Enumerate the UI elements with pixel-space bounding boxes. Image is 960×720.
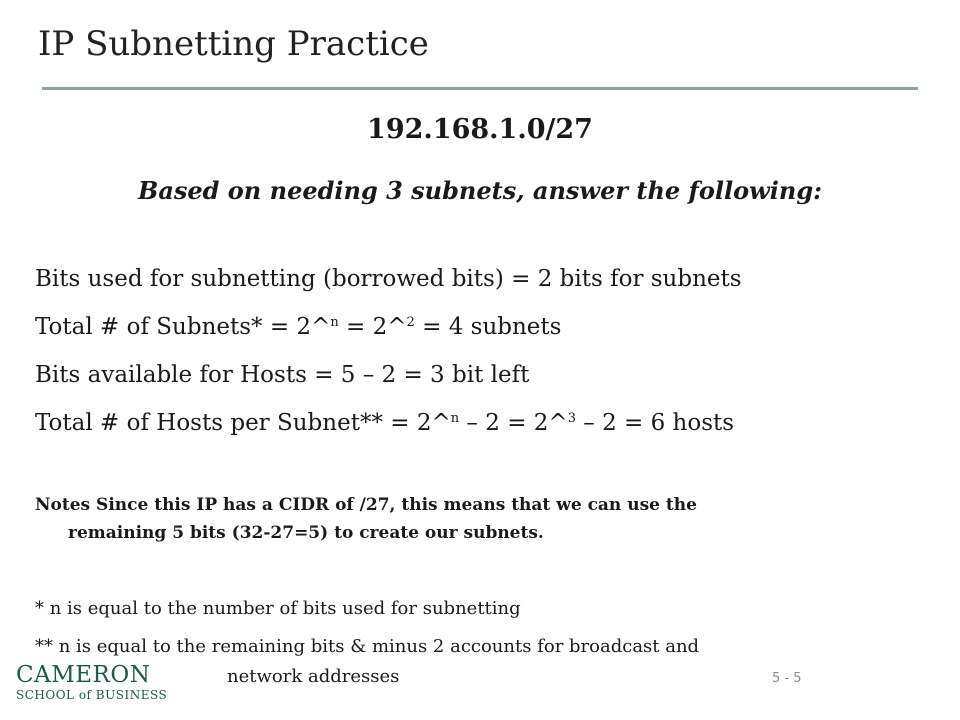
subnets-exp-value: 2 bbox=[406, 315, 415, 330]
slide-title: IP Subnetting Practice bbox=[38, 24, 429, 64]
subnets-text-b: = 2^ bbox=[338, 314, 407, 340]
hosts-text-c: – 2 = 6 hosts bbox=[575, 410, 735, 436]
footnote-1: * n is equal to the number of bits used for subnetting bbox=[35, 598, 521, 619]
cameron-logo bbox=[16, 664, 167, 701]
borrowed-bits-line: Bits used for subnetting (borrowed bits) = 2 bits for subnets bbox=[35, 266, 742, 292]
question-prompt: Based on needing 3 subnets, answer the following: bbox=[138, 176, 822, 205]
logo-school: SCHOOL of BUSINESS bbox=[16, 688, 168, 702]
total-hosts-line bbox=[35, 410, 734, 436]
hosts-text-b: – 2 = 2^ bbox=[459, 410, 568, 436]
network-address: 192.168.1.0/27 bbox=[367, 114, 593, 145]
host-bits-line: Bits available for Hosts = 5 – 2 = 3 bit left bbox=[35, 362, 530, 388]
logo-name: CAMERON bbox=[16, 662, 151, 688]
hosts-exp-n: n bbox=[450, 411, 460, 426]
title-divider bbox=[42, 87, 918, 90]
notes-line-2: remaining 5 bits (32-27=5) to create our subnets. bbox=[68, 523, 544, 543]
subnets-text-c: = 4 subnets bbox=[414, 314, 562, 340]
notes-line-1: Notes Since this IP has a CIDR of /27, this means that we can use the bbox=[35, 495, 697, 515]
notes-block bbox=[35, 491, 895, 547]
subnets-exp-n: n bbox=[330, 315, 339, 330]
footnote-2: ** n is equal to the remaining bits & minus 2 accounts for broadcast and bbox=[35, 636, 700, 657]
total-subnets-line bbox=[35, 314, 561, 340]
footnote-2-continued: network addresses bbox=[227, 666, 400, 687]
page-number: 5 - 5 bbox=[772, 671, 802, 686]
hosts-text-a: Total # of Hosts per Subnet** = 2^ bbox=[35, 410, 451, 436]
hosts-exp-value: 3 bbox=[567, 411, 576, 426]
subnets-text-a: Total # of Subnets* = 2^ bbox=[35, 314, 331, 340]
